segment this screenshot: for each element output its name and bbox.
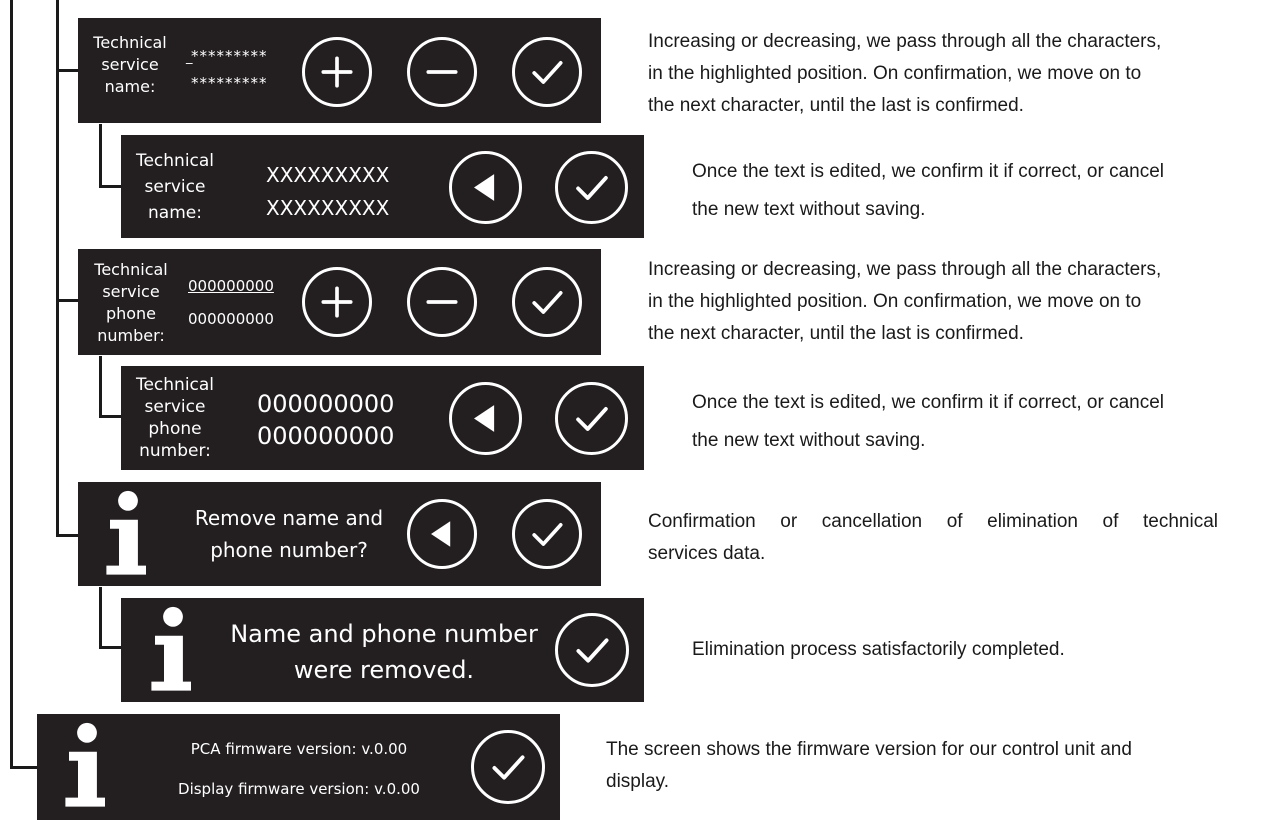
plus-button[interactable] — [302, 37, 372, 107]
field-label: Technical service name: — [93, 33, 167, 96]
confirm-button[interactable] — [512, 37, 582, 107]
description-phone-confirm: Once the text is edited, we confirm it if correct, or cancel the new text without saving. — [692, 392, 1165, 451]
tree-branch-phone-confirm — [99, 415, 121, 418]
minus-icon — [410, 270, 474, 334]
tree-branch-name-confirm — [99, 185, 121, 188]
confirm-button[interactable] — [471, 730, 545, 804]
value-current: ********* — [191, 47, 268, 65]
result-message: Name and phone number were removed. — [230, 620, 538, 684]
info-icon — [51, 722, 123, 812]
plus-button[interactable] — [302, 267, 372, 337]
description-firmware: The screen shows the firmware version for our control unit and display. — [606, 739, 1132, 792]
info-icon — [137, 606, 209, 696]
back-button[interactable] — [449, 151, 522, 224]
back-arrow-icon — [452, 154, 519, 221]
check-icon — [558, 385, 625, 452]
value-previous: 000000000 — [257, 422, 395, 450]
pca-firmware-version: PCA firmware version: v.0.00 — [190, 740, 408, 758]
screen-removed — [121, 598, 644, 702]
tree-branch-removed — [99, 646, 121, 649]
value-previous: XXXXXXXXX — [266, 196, 390, 220]
screen-name-confirm — [121, 135, 644, 238]
tree-line-main — [10, 0, 13, 768]
field-label: Technical service phone number: — [135, 375, 215, 461]
confirm-button[interactable] — [555, 382, 628, 455]
description-removed: Elimination process satisfactorily completed. — [692, 639, 1065, 660]
minus-button[interactable] — [407, 37, 477, 107]
check-icon — [515, 502, 579, 566]
field-label: Technical service phone number: — [94, 260, 168, 345]
prompt-message: Remove name and phone number? — [194, 506, 384, 562]
confirm-button[interactable] — [512, 499, 582, 569]
value-new: 000000000 — [257, 390, 395, 418]
screen-phone-edit — [78, 249, 601, 355]
confirm-button[interactable] — [555, 613, 629, 687]
screen-name-edit — [78, 18, 601, 123]
tree-line-removed — [99, 587, 102, 648]
tree-branch-firmware — [10, 766, 38, 769]
field-label: Technical service name: — [135, 151, 215, 223]
info-icon — [92, 490, 164, 580]
screen-firmware — [37, 714, 560, 820]
screen-phone-confirm — [121, 366, 644, 470]
confirm-button[interactable] — [512, 267, 582, 337]
plus-icon — [305, 40, 369, 104]
tree-branch-phone — [56, 299, 78, 302]
back-button[interactable] — [449, 382, 522, 455]
back-arrow-icon — [410, 502, 474, 566]
back-arrow-icon — [452, 385, 519, 452]
check-icon — [474, 733, 542, 801]
tree-line-phone-confirm — [99, 356, 102, 417]
display-firmware-version: Display firmware version: v.0.00 — [178, 780, 420, 798]
tree-branch-name — [56, 69, 78, 72]
tree-line-name-confirm — [99, 124, 102, 187]
value-current: 000000000 — [188, 277, 274, 295]
description-remove-prompt: Confirmation or cancellation of elimination of technical services data. — [648, 511, 1218, 564]
value-previous: ********* — [191, 74, 268, 92]
back-button[interactable] — [407, 499, 477, 569]
value-new: XXXXXXXXX — [266, 163, 390, 187]
tree-line-sub — [56, 0, 59, 536]
check-icon — [515, 40, 579, 104]
value-previous: 000000000 — [188, 310, 274, 328]
check-icon — [515, 270, 579, 334]
description-name-confirm: Once the text is edited, we confirm it if correct, or cancel the new text without saving. — [692, 161, 1165, 220]
minus-button[interactable] — [407, 267, 477, 337]
screen-remove-prompt — [78, 482, 601, 586]
plus-icon — [305, 270, 369, 334]
check-icon — [558, 154, 625, 221]
check-icon — [558, 616, 626, 684]
confirm-button[interactable] — [555, 151, 628, 224]
tree-branch-remove — [56, 534, 78, 537]
minus-icon — [410, 40, 474, 104]
description-phone-edit: Increasing or decreasing, we pass through all the characters, in the highlighted position. On confirmation, we move on to the next character, until the last is confirmed. — [648, 259, 1162, 344]
description-name-edit: Increasing or decreasing, we pass through all the characters, in the highlighted position. On confirmation, we move on to the next character, until the last is confirmed. — [648, 31, 1162, 116]
edit-cursor: _ — [186, 50, 193, 65]
